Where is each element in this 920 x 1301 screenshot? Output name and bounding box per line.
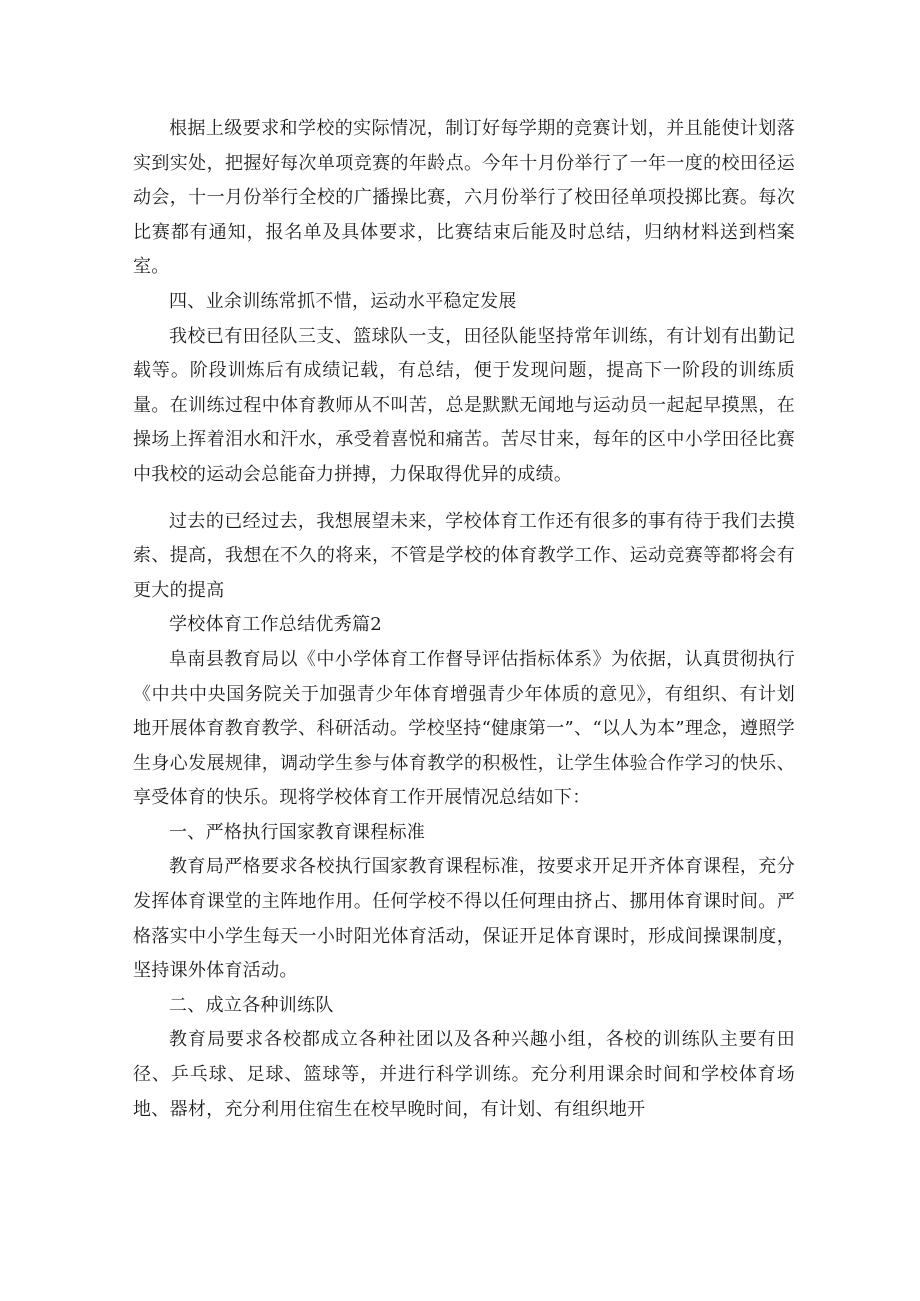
heading-amateur-training: 四、业余训练常抓不惜，运动水平稳定发展: [169, 290, 517, 312]
paragraph-funan-bureau: 阜南县教育局以《中小学体育工作督导评估指标体系》为依据，认真贯彻执行《中共中央国务院关于加强青少年体育增强青少年体质的意见》，有组织、有计划地开展体育教育教学、科研活动。学校坚持“健康第一”、“以人为本”理念，遵照学生身心发展规律，调动学生参与体育教学的积极性，让学生体验合作学习的快乐、享受体育的快乐。现将学校体育工作开展情况总结如下：: [133, 648, 795, 809]
paragraph-training-teams: 我校已有田径队三支、篮球队一支，田径队能坚持常年训练，有计划有出勤记载等。阶段训炼后有成绩记载，有总结，便于发现问题，提高下一阶段的训练质量。在训练过程中体育教师从不叫苦，总是默默无闻地与运动员一起起早摸黑，在操场上挥着泪水和汗水，承受着喜悦和痛苦。苦尽甘来，每年的区中小学田径比赛中我校的运动会总能奋力拼搏，力保取得优异的成绩。: [133, 325, 795, 485]
paragraph-outlook: 过去的已经过去，我想展望未来，学校体育工作还有很多的事有待于我们去摸索、提高，我想在不久的将来，不管是学校的体育教学工作、运动竞赛等都将会有更大的提高: [133, 510, 795, 601]
paragraph-competition-plan: 根据上级要求和学校的实际情况，制订好每学期的竞赛计划，并且能使计划落实到实处，把握好每次单项竞赛的年龄点。今年十月份举行了一年一度的校田径运动会，十一月份举行全校的广播操比赛，六月份举行了校田径单项投掷比赛。每次比赛都有通知，报名单及具体要求，比赛结束后能及时总结，归纳材料送到档案室。: [133, 118, 795, 278]
heading-curriculum-standards: 一、严格执行国家教育课程标准: [169, 821, 426, 843]
heading-summary-part-2: 学校体育工作总结优秀篇2: [169, 614, 383, 636]
paragraph-spacer: [133, 493, 795, 505]
heading-training-teams: 二、成立各种训练队: [169, 994, 334, 1016]
document-body: [133, 112, 795, 1127]
paragraph-teams-details: 教育局要求各校都成立各种社团以及各种兴趣小组，各校的训练队主要有田径、乒乓球、足球、篮球等，并进行科学训练。充分利用课余时间和学校体育场地、器材，充分利用住宿生在校早晚时间，有计划、有组织地开: [133, 1029, 795, 1120]
paragraph-curriculum-details: 教育局严格要求各校执行国家教育课程标准，按要求开足开齐体育课程，充分发挥体育课堂的主阵地作用。任何学校不得以任何理由挤占、挪用体育课时间。严格落实中小学生每天一小时阳光体育活动，保证开足体育课时，形成间操课制度，坚持课外体育活动。: [133, 856, 795, 982]
